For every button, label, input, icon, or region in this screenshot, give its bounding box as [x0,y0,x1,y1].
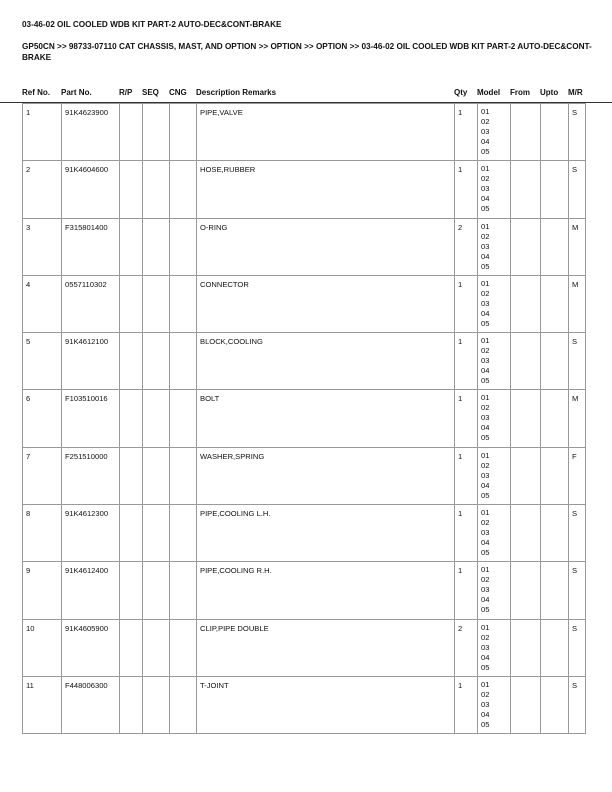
ref-no: 4 [23,275,62,332]
description: WASHER,SPRING [197,447,455,504]
model-code: 05 [481,318,490,328]
col-from: From [510,88,530,97]
qty: 1 [455,104,478,161]
seq-cell [143,333,170,390]
part-no: F251510000 [62,447,120,504]
models [478,275,511,332]
part-no: 91K4605900 [62,619,120,676]
upto-cell [541,333,569,390]
ref-no: 9 [23,562,62,619]
model-code: 05 [481,605,490,615]
cng-cell [170,676,197,733]
breadcrumb: GP50CN >> 98733-07110 CAT CHASSIS, MAST, AND OPTION >> OPTION >> OPTION >> 03-46-02 OIL COOLED WDB KIT PART-2 AUTO-DEC&CONT-BRAKE [22,42,592,62]
upto-cell [541,619,569,676]
mr: S [569,676,586,733]
part-no: 91K4623900 [62,104,120,161]
seq-cell [143,390,170,447]
seq-cell [143,447,170,504]
model-code: 04 [481,194,490,204]
col-desc: Description Remarks [196,88,277,97]
model-code: 01 [481,278,490,288]
qty: 1 [455,676,478,733]
upto-cell [541,676,569,733]
ref-no: 2 [23,161,62,218]
description: T-JOINT [197,676,455,733]
table-row [23,505,586,562]
seq-cell [143,562,170,619]
qty: 2 [455,218,478,275]
seq-cell [143,161,170,218]
rp-cell [120,104,143,161]
upto-cell [541,390,569,447]
table-row [23,161,586,218]
page-title: 03-46-02 OIL COOLED WDB KIT PART-2 AUTO-DEC&CONT-BRAKE [22,20,282,29]
col-cng: CNG [169,88,187,97]
cng-cell [170,104,197,161]
model-code: 01 [481,221,490,231]
table-row [23,390,586,447]
rp-cell [120,562,143,619]
part-no: 0557110302 [62,275,120,332]
model-code: 02 [481,288,490,298]
table-row [23,562,586,619]
model-code: 02 [481,632,490,642]
model-code: 02 [481,174,490,184]
model-code: 01 [481,393,490,403]
rp-cell [120,676,143,733]
model-code: 02 [481,117,490,126]
model-code: 05 [481,376,490,386]
model-code: 01 [481,622,490,632]
description: BOLT [197,390,455,447]
col-ref: Ref No. [22,88,50,97]
model-code: 05 [481,662,490,672]
cng-cell [170,447,197,504]
model-code: 04 [481,538,490,548]
rp-cell [120,390,143,447]
qty: 2 [455,619,478,676]
part-no: 91K4604600 [62,161,120,218]
upto-cell [541,161,569,218]
table-row [23,275,586,332]
rp-cell [120,161,143,218]
cng-cell [170,333,197,390]
col-part: Part No. [61,88,92,97]
mr: S [569,505,586,562]
table-row [23,218,586,275]
model-code: 03 [481,298,490,308]
col-upto: Upto [540,88,559,97]
description: CONNECTOR [197,275,455,332]
table-header [22,88,612,100]
parts-table [22,103,586,734]
col-rp: R/P [119,88,133,97]
ref-no: 3 [23,218,62,275]
part-no: F448006300 [62,676,120,733]
model-code: 05 [481,147,490,156]
models [478,505,511,562]
cng-cell [170,218,197,275]
qty: 1 [455,447,478,504]
qty: 1 [455,275,478,332]
qty: 1 [455,390,478,447]
qty: 1 [455,161,478,218]
seq-cell [143,218,170,275]
model-code: 05 [481,433,490,443]
col-seq: SEQ [142,88,159,97]
model-code: 04 [481,709,490,719]
description: PIPE,COOLING L.H. [197,505,455,562]
models [478,104,511,161]
from-cell [511,619,541,676]
model-code: 04 [481,423,490,433]
seq-cell [143,104,170,161]
col-mr: M/R [568,88,583,97]
from-cell [511,161,541,218]
from-cell [511,505,541,562]
cng-cell [170,275,197,332]
model-code: 01 [481,336,490,346]
mr: S [569,619,586,676]
model-code: 02 [481,460,490,470]
table-row [23,676,586,733]
upto-cell [541,218,569,275]
ref-no: 6 [23,390,62,447]
ref-no: 1 [23,104,62,161]
models [478,619,511,676]
upto-cell [541,447,569,504]
from-cell [511,390,541,447]
model-code: 02 [481,403,490,413]
ref-no: 11 [23,676,62,733]
model-code: 01 [481,450,490,460]
mr: S [569,104,586,161]
ref-no: 8 [23,505,62,562]
upto-cell [541,562,569,619]
model-code: 03 [481,184,490,194]
mr: S [569,562,586,619]
description: O-RING [197,218,455,275]
ref-no: 10 [23,619,62,676]
model-code: 04 [481,137,490,146]
model-code: 03 [481,699,490,709]
model-code: 04 [481,308,490,318]
rp-cell [120,447,143,504]
seq-cell [143,676,170,733]
part-no: F315801400 [62,218,120,275]
rp-cell [120,275,143,332]
table-row [23,619,586,676]
model-code: 01 [481,107,490,116]
description: HOSE,RUBBER [197,161,455,218]
model-code: 04 [481,595,490,605]
from-cell [511,333,541,390]
model-code: 02 [481,518,490,528]
upto-cell [541,104,569,161]
model-code: 05 [481,490,490,500]
model-code: 03 [481,127,490,136]
model-code: 04 [481,366,490,376]
description: BLOCK,COOLING [197,333,455,390]
seq-cell [143,619,170,676]
from-cell [511,562,541,619]
model-code: 03 [481,241,490,251]
from-cell [511,104,541,161]
from-cell [511,218,541,275]
mr: S [569,333,586,390]
model-code: 04 [481,480,490,490]
cng-cell [170,161,197,218]
models [478,161,511,218]
model-code: 02 [481,346,490,356]
cng-cell [170,619,197,676]
table-row [23,104,586,161]
mr: F [569,447,586,504]
model-code: 05 [481,261,490,271]
model-code: 05 [481,548,490,558]
qty: 1 [455,562,478,619]
models [478,676,511,733]
models [478,562,511,619]
mr: M [569,275,586,332]
model-code: 02 [481,689,490,699]
rp-cell [120,218,143,275]
col-model: Model [477,88,501,97]
cng-cell [170,390,197,447]
models [478,333,511,390]
model-code: 05 [481,719,490,729]
qty: 1 [455,505,478,562]
upto-cell [541,275,569,332]
model-code: 01 [481,508,490,518]
description: PIPE,VALVE [197,104,455,161]
model-code: 03 [481,356,490,366]
part-no: F103510016 [62,390,120,447]
rp-cell [120,619,143,676]
mr: M [569,390,586,447]
model-code: 02 [481,575,490,585]
model-code: 05 [481,204,490,214]
col-qty: Qty [454,88,468,97]
model-code: 04 [481,251,490,261]
model-code: 04 [481,652,490,662]
from-cell [511,447,541,504]
cng-cell [170,562,197,619]
part-no: 91K4612400 [62,562,120,619]
cng-cell [170,505,197,562]
models [478,218,511,275]
rp-cell [120,505,143,562]
qty: 1 [455,333,478,390]
model-code: 01 [481,679,490,689]
from-cell [511,676,541,733]
table-row [23,447,586,504]
description: PIPE,COOLING R.H. [197,562,455,619]
model-code: 03 [481,470,490,480]
upto-cell [541,505,569,562]
rp-cell [120,333,143,390]
model-code: 02 [481,231,490,241]
model-code: 03 [481,413,490,423]
model-code: 01 [481,164,490,174]
ref-no: 7 [23,447,62,504]
table-row [23,333,586,390]
seq-cell [143,505,170,562]
seq-cell [143,275,170,332]
ref-no: 5 [23,333,62,390]
mr: S [569,161,586,218]
model-code: 03 [481,528,490,538]
from-cell [511,275,541,332]
models [478,390,511,447]
model-code: 03 [481,642,490,652]
model-code: 01 [481,565,490,575]
model-code: 03 [481,585,490,595]
part-no: 91K4612100 [62,333,120,390]
description: CLIP,PIPE DOUBLE [197,619,455,676]
part-no: 91K4612300 [62,505,120,562]
mr: M [569,218,586,275]
models [478,447,511,504]
